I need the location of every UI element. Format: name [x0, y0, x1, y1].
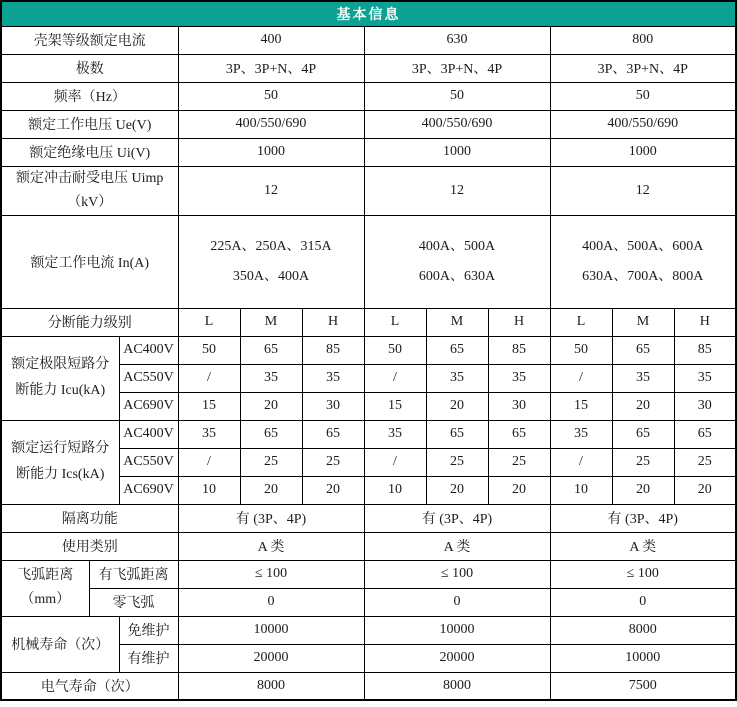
mechanical-life-value: 10000	[364, 616, 550, 644]
level-header: H	[302, 308, 364, 336]
ics-value: 65	[240, 420, 302, 448]
ics-value: 25	[612, 448, 674, 476]
poles-value: 3P、3P+N、4P	[178, 54, 364, 82]
label-line-2: 断能力 Icu(kA)	[15, 383, 106, 398]
rated-insulation-voltage-value: 1000	[364, 138, 550, 166]
level-header: M	[240, 308, 302, 336]
frequency-value: 50	[178, 82, 364, 110]
mechanical-life-value: 8000	[550, 616, 736, 644]
mechanical-life-value: 20000	[178, 644, 364, 672]
icu-label	[1, 336, 119, 420]
table-row	[1, 166, 736, 215]
table-row	[1, 138, 736, 166]
icu-sub-label: AC690V	[119, 392, 178, 420]
table-row	[1, 26, 736, 54]
frame-current-value: 800	[550, 26, 736, 54]
isolation-function-value: 有 (3P、4P)	[550, 504, 736, 532]
table-row	[1, 54, 736, 82]
table-row	[1, 616, 736, 644]
electrical-life-value: 8000	[178, 672, 364, 700]
table-row	[1, 82, 736, 110]
ics-sub-label: AC550V	[119, 448, 178, 476]
mechanical-life-sub-label: 免维护	[119, 616, 178, 644]
arc-distance-value: ≤ 100	[550, 560, 736, 588]
table-row	[1, 336, 736, 364]
frame-current-value: 630	[364, 26, 550, 54]
ics-value: 65	[612, 420, 674, 448]
icu-value: 30	[674, 392, 736, 420]
usage-category-value: A 类	[364, 532, 550, 560]
impulse-withstand-voltage-value: 12	[178, 166, 364, 215]
frame-current-label: 壳架等级额定电流	[1, 26, 178, 54]
ics-value: 25	[488, 448, 550, 476]
arc-distance-value: ≤ 100	[364, 560, 550, 588]
rated-insulation-voltage-value: 1000	[178, 138, 364, 166]
rated-working-voltage-value: 400/550/690	[178, 110, 364, 138]
ics-sub-label: AC400V	[119, 420, 178, 448]
table-row	[1, 532, 736, 560]
level-header: M	[612, 308, 674, 336]
rated-working-voltage-value: 400/550/690	[550, 110, 736, 138]
mechanical-life-value: 20000	[364, 644, 550, 672]
usage-category-value: A 类	[178, 532, 364, 560]
rated-working-current-value	[550, 215, 736, 308]
level-header: L	[364, 308, 426, 336]
impulse-withstand-voltage-label	[1, 166, 178, 215]
icu-sub-label: AC400V	[119, 336, 178, 364]
icu-value: 30	[488, 392, 550, 420]
ics-value: 65	[426, 420, 488, 448]
icu-value: 35	[426, 364, 488, 392]
ics-value: 20	[240, 476, 302, 504]
icu-value: 15	[364, 392, 426, 420]
arc-distance-value: ≤ 100	[178, 560, 364, 588]
ics-value: /	[550, 448, 612, 476]
icu-value: /	[178, 364, 240, 392]
table-row	[1, 420, 736, 448]
icu-value: 50	[550, 336, 612, 364]
usage-category-value: A 类	[550, 532, 736, 560]
rated-working-current-value	[178, 215, 364, 308]
icu-value: /	[364, 364, 426, 392]
ics-value: 10	[364, 476, 426, 504]
mechanical-life-sub-label: 有维护	[119, 644, 178, 672]
impulse-withstand-voltage-value: 12	[550, 166, 736, 215]
rated-working-current-label: 额定工作电流 In(A)	[1, 215, 178, 308]
ics-value: 25	[240, 448, 302, 476]
arc-distance-label	[1, 560, 89, 616]
isolation-function-value: 有 (3P、4P)	[364, 504, 550, 532]
ics-label	[1, 420, 119, 504]
level-header: H	[488, 308, 550, 336]
level-header: L	[550, 308, 612, 336]
ics-value: 20	[612, 476, 674, 504]
icu-value: 15	[178, 392, 240, 420]
table-row	[1, 110, 736, 138]
icu-value: 35	[488, 364, 550, 392]
arc-distance-value: 0	[364, 588, 550, 616]
rated-insulation-voltage-value: 1000	[550, 138, 736, 166]
icu-value: 65	[426, 336, 488, 364]
icu-value: 65	[612, 336, 674, 364]
mechanical-life-label: 机械寿命（次）	[1, 616, 119, 672]
rated-working-voltage-label: 额定工作电压 Ue(V)	[1, 110, 178, 138]
ics-value: 65	[674, 420, 736, 448]
mechanical-life-value: 10000	[178, 616, 364, 644]
ics-value: /	[178, 448, 240, 476]
electrical-life-value: 8000	[364, 672, 550, 700]
label-line-2: 断能力 Ics(kA)	[16, 467, 105, 482]
rated-working-current-value	[364, 215, 550, 308]
electrical-life-value: 7500	[550, 672, 736, 700]
breaking-capacity-level-label: 分断能力级别	[1, 308, 178, 336]
icu-value: 35	[240, 364, 302, 392]
level-header: M	[426, 308, 488, 336]
poles-value: 3P、3P+N、4P	[550, 54, 736, 82]
value-line-2: 630A、700A、800A	[582, 268, 704, 284]
value-line-2: 600A、630A	[418, 268, 496, 284]
ics-value: 35	[178, 420, 240, 448]
level-header: H	[674, 308, 736, 336]
level-header: L	[178, 308, 240, 336]
value-line-1: 400A、500A、600A	[582, 238, 704, 254]
icu-value: 35	[674, 364, 736, 392]
icu-value: 35	[612, 364, 674, 392]
ics-value: 20	[674, 476, 736, 504]
icu-value: 85	[488, 336, 550, 364]
icu-value: 50	[178, 336, 240, 364]
isolation-function-label: 隔离功能	[1, 504, 178, 532]
arc-distance-value: 0	[178, 588, 364, 616]
isolation-function-value: 有 (3P、4P)	[178, 504, 364, 532]
usage-category-label: 使用类别	[1, 532, 178, 560]
icu-sub-label: AC550V	[119, 364, 178, 392]
icu-value: 20	[426, 392, 488, 420]
ics-value: 35	[364, 420, 426, 448]
label-line-1: 额定极限短路分	[11, 357, 110, 372]
icu-value: 20	[240, 392, 302, 420]
ics-value: 25	[426, 448, 488, 476]
ics-value: 20	[488, 476, 550, 504]
frequency-value: 50	[550, 82, 736, 110]
ics-value: 10	[178, 476, 240, 504]
ics-sub-label: AC690V	[119, 476, 178, 504]
table-row	[1, 215, 736, 308]
impulse-withstand-voltage-value: 12	[364, 166, 550, 215]
rated-working-voltage-value: 400/550/690	[364, 110, 550, 138]
value-line-2: 350A、400A	[232, 268, 310, 284]
table-row	[1, 588, 736, 616]
table-row	[1, 672, 736, 700]
icu-value: 30	[302, 392, 364, 420]
icu-value: 85	[302, 336, 364, 364]
icu-value: 50	[364, 336, 426, 364]
value-line-1: 225A、250A、315A	[210, 238, 332, 254]
icu-value: 85	[674, 336, 736, 364]
table-row	[1, 560, 736, 588]
frame-current-value: 400	[178, 26, 364, 54]
icu-value: 15	[550, 392, 612, 420]
label-line-2: （mm）	[20, 592, 71, 607]
ics-value: 35	[550, 420, 612, 448]
icu-value: /	[550, 364, 612, 392]
poles-label: 极数	[1, 54, 178, 82]
table-row	[1, 504, 736, 532]
ics-value: 20	[302, 476, 364, 504]
icu-value: 35	[302, 364, 364, 392]
mechanical-life-value: 10000	[550, 644, 736, 672]
ics-value: 65	[488, 420, 550, 448]
ics-value: /	[364, 448, 426, 476]
ics-value: 25	[674, 448, 736, 476]
table-title: 基本信息	[1, 1, 736, 26]
ics-value: 65	[302, 420, 364, 448]
table-row	[1, 308, 736, 336]
arc-distance-value: 0	[550, 588, 736, 616]
electrical-life-label: 电气寿命（次）	[1, 672, 178, 700]
ics-value: 25	[302, 448, 364, 476]
ics-value: 20	[426, 476, 488, 504]
arc-distance-sub-label: 有飞弧距离	[89, 560, 178, 588]
frequency-label: 频率（Hz）	[1, 82, 178, 110]
poles-value: 3P、3P+N、4P	[364, 54, 550, 82]
label-line-1: 额定运行短路分	[11, 441, 110, 456]
frequency-value: 50	[364, 82, 550, 110]
icu-value: 20	[612, 392, 674, 420]
arc-distance-sub-label: 零飞弧	[89, 588, 178, 616]
rated-insulation-voltage-label: 额定绝缘电压 Ui(V)	[1, 138, 178, 166]
icu-value: 65	[240, 336, 302, 364]
label-line-2: （kV）	[67, 194, 113, 210]
ics-value: 10	[550, 476, 612, 504]
label-line-1: 额定冲击耐受电压 Uimp	[16, 170, 164, 186]
value-line-1: 400A、500A	[418, 238, 496, 254]
label-line-1: 飞弧距离	[17, 568, 74, 583]
